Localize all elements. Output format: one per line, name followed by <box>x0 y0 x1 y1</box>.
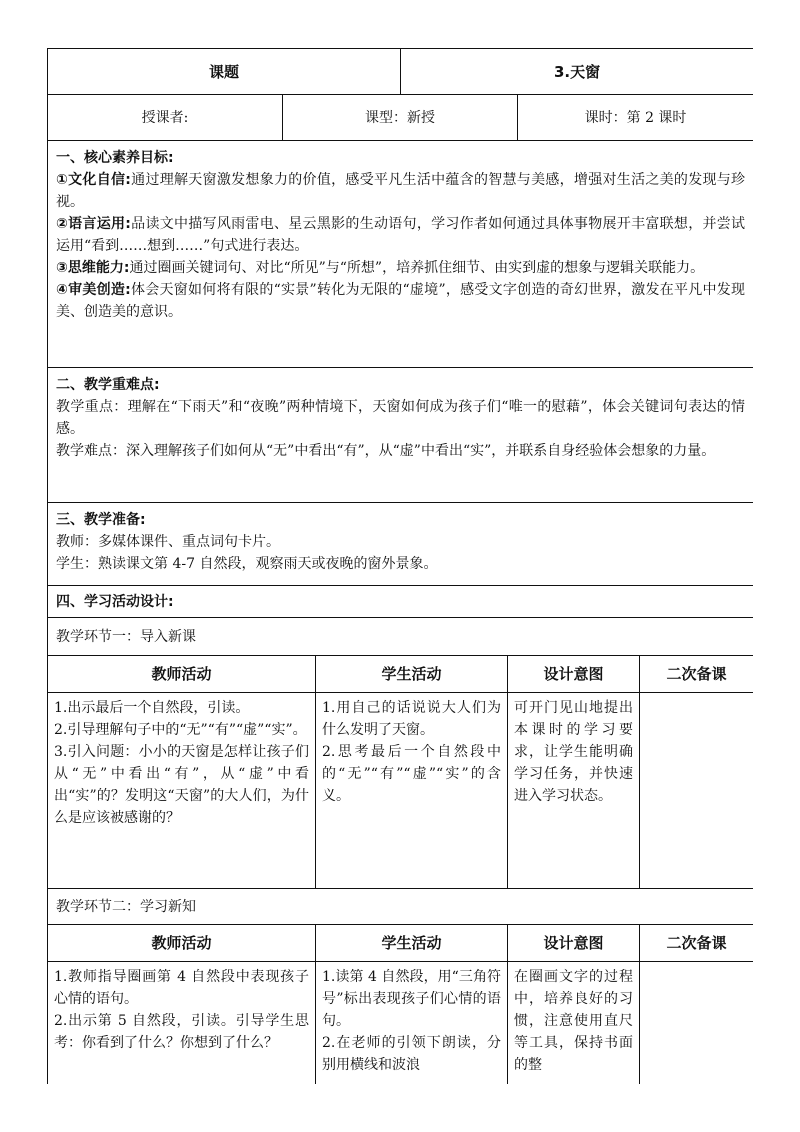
stage2-label: 教学环节二：学习新知 <box>48 889 754 925</box>
col-design-intent: 设计意图 <box>508 925 640 962</box>
difficulty-text: 教学难点：深入理解孩子们如何从“无”中看出“有”，从“虚”中看出“实”，并联系自身经验体会想象的力量。 <box>56 443 716 459</box>
list-item: 1.用自己的话说说大人们为什么发明了天窗。 <box>322 700 501 738</box>
section-title: 一、核心素养目标: <box>56 150 174 166</box>
list-item: 3.引入问题：小小的天窗是怎样让孩子们从“无”中看出“有”，从“虚”中看出“实”的？发明这“天窗”的大人们，为什么是应该被感谢的？ <box>54 744 309 826</box>
section-activities-title: 四、学习活动设计: <box>48 586 754 618</box>
col-student-activity: 学生活动 <box>316 656 508 693</box>
section-preparation <box>48 503 754 586</box>
objective-text: 通过圈画关键词句、对比“所见”与“所想”，培养抓住细节、由实到虚的想象与逻辑关联能力。 <box>129 260 705 276</box>
list-item: 1.读第 4 自然段，用“三角符号”标出表现孩子们心情的语句。 <box>322 969 501 1029</box>
stage1-student-activity <box>316 693 508 889</box>
course-label: 课题 <box>48 49 401 95</box>
objective-key: ③思维能力: <box>56 260 130 276</box>
stage1-teacher-activity <box>48 693 316 889</box>
list-item: 2.在老师的引领下朗读，分别用横线和波浪 <box>322 1035 501 1073</box>
col-revision-notes: 二次备课 <box>640 656 754 693</box>
teacher-prep: 教师：多媒体课件、重点词句卡片。 <box>56 534 280 550</box>
section-title: 二、教学重难点: <box>56 377 160 393</box>
objective-item <box>56 257 745 279</box>
key-point-text: 教学重点：理解在“下雨天”和“夜晚”两种情境下，天窗如何成为孩子们“唯一的慰藉”，体会关键词句表达的情感。 <box>56 399 746 437</box>
stage2-teacher-activity <box>48 962 316 1085</box>
objective-item <box>56 279 745 323</box>
stage1-label: 教学环节一：导入新课 <box>48 618 754 656</box>
objective-text: 体会天窗如何将有限的“实景”转化为无限的“虚境”，感受文字创造的奇幻世界，激发在平凡中发现美、创造美的意识。 <box>56 282 746 320</box>
lesson-plan-table <box>47 48 753 656</box>
section-objectives <box>48 141 754 368</box>
objective-text: 品读文中描写风雨雷电、星云黑影的生动语句，学习作者如何通过具体事物展开丰富联想，并尝试运用“看到……想到……”句式进行表达。 <box>56 216 746 254</box>
objective-key: ④审美创造: <box>56 282 131 298</box>
stage1-table <box>47 655 753 1084</box>
col-teacher-activity: 教师活动 <box>48 925 316 962</box>
teacher-label: 授课者: <box>48 95 283 141</box>
list-item: 2.思考最后一个自然段中的“无”“有”“虚”“实”的含义。 <box>322 744 501 804</box>
objective-item <box>56 213 745 257</box>
stage1-design-intent: 可开门见山地提出本课时的学习要求，让学生能明确学习任务，并快速进入学习状态。 <box>508 693 640 889</box>
lesson-plan-page <box>47 48 753 1084</box>
list-item: 2.引导理解句子中的“无”“有”“虚”“实”。 <box>54 722 307 738</box>
section-key-points <box>48 368 754 503</box>
lesson-period: 课时：第 2 课时 <box>518 95 753 141</box>
col-student-activity: 学生活动 <box>316 925 508 962</box>
objective-key: ②语言运用: <box>56 216 131 232</box>
course-value: 3.天窗 <box>401 49 753 95</box>
list-item: 2.出示第 5 自然段，引读。引导学生思考：你看到了什么？你想到了什么？ <box>54 1013 309 1051</box>
section-title: 三、教学准备: <box>56 512 146 528</box>
student-prep: 学生：熟读课文第 4-7 自然段，观察雨天或夜晚的窗外景象。 <box>56 556 438 572</box>
lesson-type: 课型：新授 <box>283 95 518 141</box>
objective-text: 通过理解天窗激发想象力的价值，感受平凡生活中蕴含的智慧与美感，增强对生活之美的发现与珍视。 <box>56 172 746 210</box>
objective-item <box>56 169 745 213</box>
col-revision-notes: 二次备课 <box>640 925 754 962</box>
list-item: 1.出示最后一个自然段，引读。 <box>54 700 250 716</box>
objective-key: ①文化自信: <box>56 172 131 188</box>
stage2-revision-notes <box>640 962 754 1085</box>
stage2-student-activity <box>316 962 508 1085</box>
stage1-revision-notes <box>640 693 754 889</box>
col-teacher-activity: 教师活动 <box>48 656 316 693</box>
col-design-intent: 设计意图 <box>508 656 640 693</box>
stage2-design-intent: 在圈画文字的过程中，培养良好的习惯，注意使用直尺等工具，保持书面的整 <box>508 962 640 1085</box>
list-item: 1.教师指导圈画第 4 自然段中表现孩子心情的语句。 <box>54 969 309 1007</box>
